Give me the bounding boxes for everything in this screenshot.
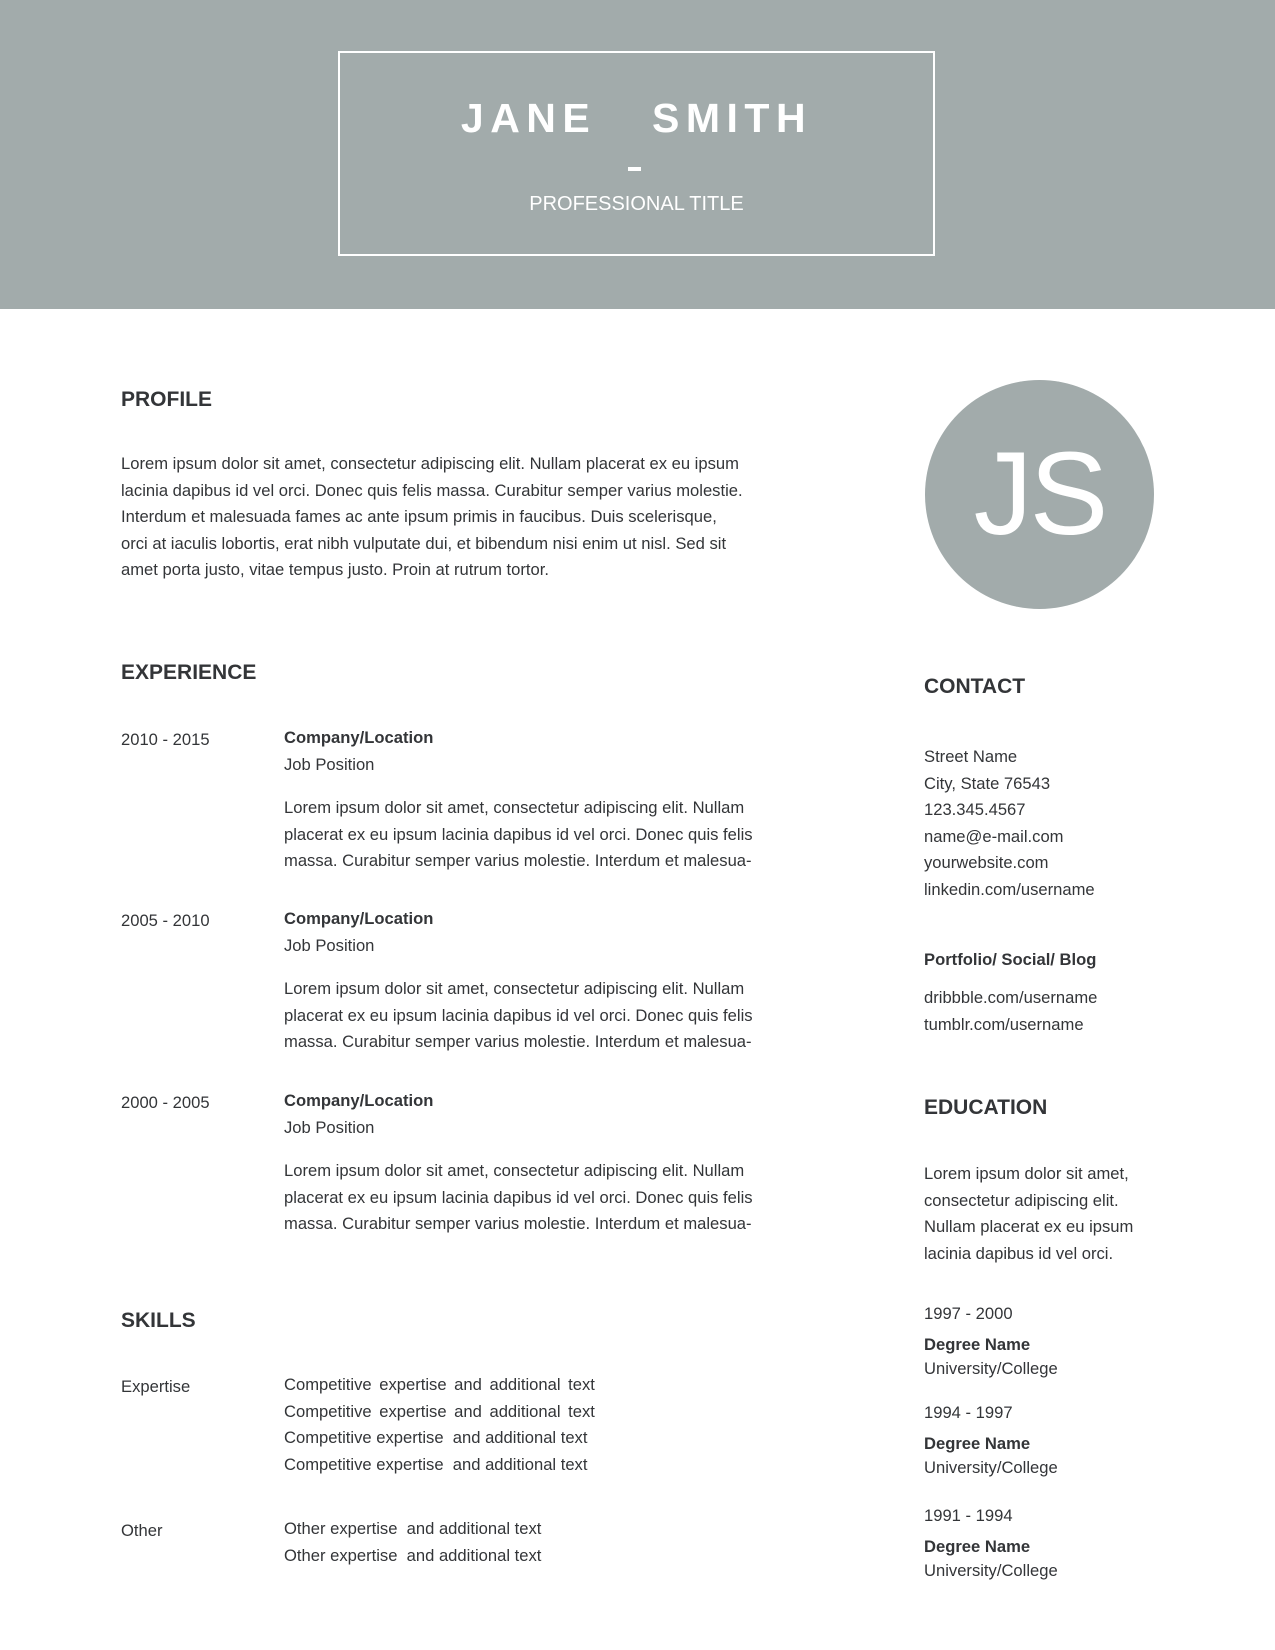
experience-company: Company/Location [284, 728, 434, 747]
experience-dates: 2010 - 2015 [121, 730, 210, 749]
education-details [924, 1431, 1058, 1480]
profile-text [121, 451, 801, 584]
experience-company: Company/Location [284, 909, 434, 928]
education-school: University/College [924, 1561, 1058, 1580]
education-degree: Degree Name [924, 1335, 1031, 1354]
education-line: Lorem ipsum dolor sit amet, [924, 1164, 1129, 1183]
education-dates: 1997 - 2000 [924, 1304, 1013, 1323]
skills-group-label: Other [121, 1521, 163, 1540]
experience-dates: 2005 - 2010 [121, 911, 210, 930]
portfolio-link[interactable]: dribbble.com/username [924, 988, 1098, 1007]
education-degree: Degree Name [924, 1434, 1031, 1453]
experience-desc-line: placerat ex eu ipsum lacinia dapibus id vel orci. Donec quis felis [284, 824, 753, 844]
experience-details [284, 1088, 804, 1238]
education-school: University/College [924, 1458, 1058, 1477]
skills-heading: SKILLS [121, 1309, 196, 1332]
contact-street: Street Name [924, 747, 1018, 766]
profile-heading: PROFILE [121, 388, 213, 411]
experience-details [284, 725, 804, 875]
contact-phone: 123.345.4567 [924, 800, 1026, 820]
experience-company: Company/Location [284, 1091, 434, 1110]
education-degree: Degree Name [924, 1537, 1031, 1556]
contact-details [924, 744, 1224, 904]
experience-desc-line: placerat ex eu ipsum lacinia dapibus id vel orci. Donec quis felis [284, 1005, 753, 1025]
contact-heading: CONTACT [924, 675, 1026, 698]
name-frame [338, 51, 935, 256]
profile-line: lacinia dapibus id vel orci. Donec quis felis massa. Curabitur semper varius molestie. [121, 480, 743, 500]
education-dates: 1994 - 1997 [924, 1403, 1013, 1422]
education-line: lacinia dapibus id vel orci. [924, 1243, 1114, 1263]
experience-desc-line: Lorem ipsum dolor sit amet, consectetur adipiscing elit. Nullam [284, 979, 745, 999]
profile-line: Interdum et malesuada fames ac ante ipsum primis in faucibus. Duis scelerisque, [121, 507, 717, 527]
skill-item: Competitive expertise and additional text [284, 1375, 595, 1394]
professional-title: PROFESSIONAL TITLE [529, 193, 744, 215]
contact-email[interactable]: name@e-mail.com [924, 826, 1064, 846]
experience-dates: 2000 - 2005 [121, 1093, 210, 1112]
header-band [0, 0, 1275, 309]
experience-desc-line: placerat ex eu ipsum lacinia dapibus id vel orci. Donec quis felis [284, 1187, 753, 1207]
experience-details [284, 906, 804, 1056]
experience-desc-line: Lorem ipsum dolor sit amet, consectetur adipiscing elit. Nullam [284, 1161, 745, 1181]
experience-desc-line: massa. Curabitur semper varius molestie. Interdum et malesua- [284, 1214, 752, 1234]
education-school: University/College [924, 1359, 1058, 1378]
experience-position: Job Position [284, 935, 375, 955]
education-details [924, 1332, 1058, 1381]
skills-group-label: Expertise [121, 1377, 191, 1396]
education-details [924, 1534, 1058, 1583]
profile-line: amet porta justo, vitae tempus justo. Proin at rutrum tortor. [121, 560, 549, 580]
contact-website[interactable]: yourwebsite.com [924, 853, 1049, 873]
profile-line: orci at iaculis lobortis, erat nibh vulputate dui, et bibendum nisi enim ut nisl. Sed sit [121, 533, 727, 553]
skills-list [284, 1372, 595, 1478]
candidate-name: JANE SMITH [460, 95, 813, 141]
portfolio-links [924, 985, 1224, 1038]
education-dates: 1991 - 1994 [924, 1506, 1013, 1525]
skill-item: Competitive expertise and additional text [284, 1454, 588, 1474]
contact-linkedin[interactable]: linkedin.com/username [924, 879, 1095, 899]
experience-position: Job Position [284, 1117, 375, 1137]
skill-item: Other expertise and additional text [284, 1545, 542, 1565]
avatar-initials: JS [973, 428, 1106, 560]
skill-item: Other expertise and additional text [284, 1519, 542, 1538]
experience-heading: EXPERIENCE [121, 661, 257, 684]
avatar [925, 380, 1154, 609]
experience-desc-line: massa. Curabitur semper varius molestie. Interdum et malesua- [284, 1032, 752, 1052]
skills-list [284, 1516, 541, 1569]
profile-line: Lorem ipsum dolor sit amet, consectetur adipiscing elit. Nullam placerat ex eu ipsum [121, 454, 739, 473]
education-line: Nullam placerat ex eu ipsum [924, 1217, 1134, 1237]
experience-desc-line: Lorem ipsum dolor sit amet, consectetur adipiscing elit. Nullam [284, 798, 745, 818]
portfolio-link[interactable]: tumblr.com/username [924, 1014, 1084, 1034]
portfolio-heading: Portfolio/ Social/ Blog [924, 950, 1097, 969]
separator-dash [628, 167, 641, 171]
education-line: consectetur adipiscing elit. [924, 1190, 1119, 1210]
education-heading: EDUCATION [924, 1096, 1048, 1119]
skill-item: Competitive expertise and additional text [284, 1401, 595, 1421]
contact-city: City, State 76543 [924, 773, 1051, 793]
experience-position: Job Position [284, 754, 375, 774]
experience-desc-line: massa. Curabitur semper varius molestie. Interdum et malesua- [284, 851, 752, 871]
education-summary [924, 1161, 1224, 1267]
skill-item: Competitive expertise and additional text [284, 1428, 588, 1448]
